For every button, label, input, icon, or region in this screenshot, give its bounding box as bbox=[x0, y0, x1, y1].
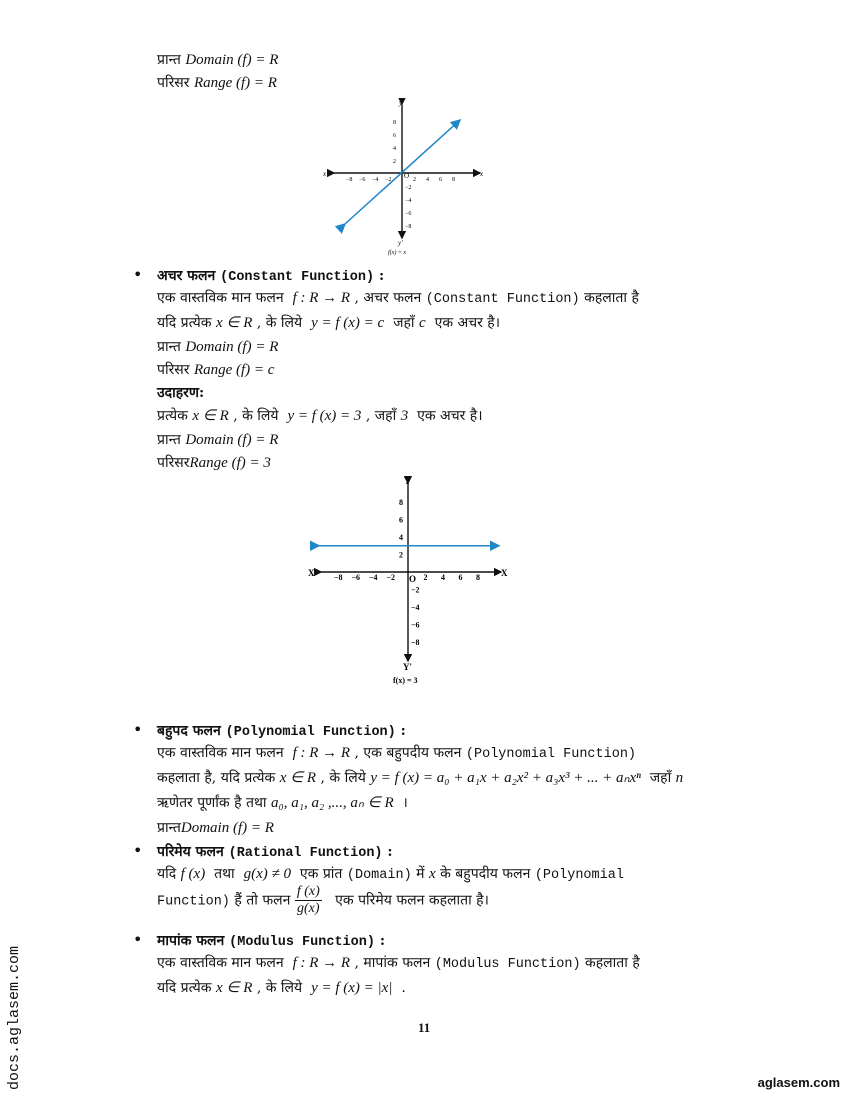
graph2-y-prime: Y' bbox=[403, 662, 412, 672]
rational-fraction: $\frac{f (x)}{g(x)}$ bbox=[296, 884, 320, 916]
y-tick-label: −6 bbox=[411, 620, 420, 630]
identity-graph bbox=[320, 98, 490, 258]
y-tick-label: 4 bbox=[399, 533, 403, 542]
graph1-y-prime: y' bbox=[398, 239, 403, 247]
x-tick-label: −8 bbox=[334, 573, 343, 582]
graph1-x-label: x bbox=[480, 170, 484, 178]
constant-graph bbox=[305, 475, 515, 690]
polynomial-heading: बहुपद फलन (Polynomial Function) : bbox=[157, 723, 406, 740]
x-tick-label: −8 bbox=[346, 177, 353, 183]
graph2-origin: O bbox=[409, 574, 417, 584]
graph1-x-prime: x' bbox=[323, 170, 328, 178]
constant-domain: प्रान्त Domain (f) = R bbox=[157, 339, 279, 355]
top-range-line: परिसर Range (f) = R bbox=[157, 75, 277, 91]
x-tick-label: 4 bbox=[426, 177, 429, 183]
x-tick-label: 2 bbox=[423, 573, 428, 582]
y-tick-label: 2 bbox=[393, 159, 396, 165]
x-tick-label: −2 bbox=[386, 573, 396, 582]
x-tick-label: 6 bbox=[458, 573, 463, 582]
y-tick-label: −8 bbox=[411, 638, 420, 647]
y-tick-label: −2 bbox=[405, 185, 412, 191]
example-line: प्रत्येक x ∈ R , के लिये y = f (x) = 3 , जहाँ 3 एक अचर है। bbox=[157, 408, 483, 424]
example-domain: प्रान्त Domain (f) = R bbox=[157, 432, 279, 448]
y-tick-label: −6 bbox=[405, 211, 412, 217]
top-range-math: Range (f) = R bbox=[193, 75, 277, 91]
modulus-line-1: एक वास्तविक मान फलन f : R → R , मापांक फलन (Modulus Function) कहलाता है bbox=[157, 955, 640, 972]
bullet-constant: • bbox=[133, 265, 143, 284]
y-tick-label: 2 bbox=[399, 550, 403, 560]
brand-footer: aglasem.com bbox=[757, 1075, 840, 1090]
y-tick-label: −4 bbox=[405, 198, 412, 204]
x-tick-label: 8 bbox=[452, 177, 455, 183]
rational-line-2: Function) हैं तो फलन $\frac{f (x)}{g(x)}$ एक परिमेय फलन कहलाता है। bbox=[157, 884, 489, 916]
graph2-y-label: Y bbox=[404, 476, 411, 486]
bullet-polynomial: • bbox=[133, 720, 143, 739]
graph1-caption: f(x) = x bbox=[388, 250, 407, 256]
y-tick-label: 8 bbox=[393, 120, 396, 126]
y-tick-label: 8 bbox=[399, 498, 403, 507]
polynomial-line-2: कहलाता है, यदि प्रत्येक x ∈ R , के लिये y = f (x) = a₀ + a₁x + a₂x² + a₃x³ + ... + aₙxⁿ जहाँ n bbox=[157, 770, 684, 786]
x-tick-label: 2 bbox=[413, 177, 416, 183]
graph2-caption: f(x) = 3 bbox=[393, 676, 418, 685]
x-tick-label: 6 bbox=[439, 177, 442, 183]
watermark: docs.aglasem.com bbox=[6, 945, 23, 1090]
constant-line-2: यदि प्रत्येक x ∈ R , के लिये y = f (x) = c जहाँ c एक अचर है। bbox=[157, 315, 501, 331]
page-number: 11 bbox=[418, 1020, 431, 1035]
example-range: परिसरRange (f) = 3 bbox=[157, 455, 271, 471]
modulus-heading: मापांक फलन (Modulus Function) : bbox=[157, 933, 386, 950]
rational-heading: परिमेय फलन (Rational Function) : bbox=[157, 844, 393, 861]
y-tick-label: −8 bbox=[405, 224, 412, 230]
rational-line-1: यदि f (x) तथा g(x) ≠ 0 एक प्रांत (Domain) में x के बहुपदीय फलन (Polynomial bbox=[157, 866, 624, 883]
y-tick-label: 4 bbox=[393, 146, 396, 152]
constant-heading: अचर फलन (Constant Function) : bbox=[157, 268, 385, 285]
constant-range: परिसर Range (f) = c bbox=[157, 362, 275, 378]
graph2-x-prime: X' bbox=[308, 568, 317, 578]
y-tick-label: 6 bbox=[399, 515, 403, 525]
top-domain-math: Domain (f) = R bbox=[185, 52, 279, 68]
constant-line-1: एक वास्तविक मान फलन f : R → R , अचर फलन (Constant Function) कहलाता है bbox=[157, 290, 639, 307]
top-domain-line: प्रान्त Domain (f) = R bbox=[157, 52, 279, 68]
y-tick-label: −4 bbox=[411, 603, 420, 612]
x-tick-label: −4 bbox=[369, 573, 378, 582]
polynomial-domain: प्रान्तDomain (f) = R bbox=[157, 820, 274, 836]
bullet-modulus: • bbox=[133, 930, 143, 949]
modulus-line-2: यदि प्रत्येक x ∈ R , के लिये y = f (x) = |x| . bbox=[157, 980, 406, 996]
x-tick-label: −2 bbox=[385, 177, 392, 183]
x-tick-label: −6 bbox=[359, 177, 366, 183]
polynomial-line-1: एक वास्तविक मान फलन f : R → R , एक बहुपदीय फलन (Polynomial Function) bbox=[157, 745, 637, 762]
x-tick-label: −4 bbox=[372, 177, 379, 183]
y-tick-label: −2 bbox=[411, 585, 420, 595]
x-tick-label: 4 bbox=[441, 573, 445, 582]
graph1-y-label: y bbox=[399, 99, 403, 107]
graph1-origin: O bbox=[404, 172, 410, 180]
y-tick-label: 6 bbox=[393, 133, 396, 139]
x-tick-label: −6 bbox=[351, 573, 361, 582]
x-tick-label: 8 bbox=[476, 573, 480, 582]
graph2-x-label: X bbox=[501, 568, 508, 578]
example-label: उदाहरण: bbox=[157, 385, 205, 401]
bullet-rational: • bbox=[133, 841, 143, 860]
polynomial-line-3: ऋणेतर पूर्णांक है तथा a₀, a₁, a₂ ,..., aₙ ∈ R । bbox=[157, 795, 408, 811]
